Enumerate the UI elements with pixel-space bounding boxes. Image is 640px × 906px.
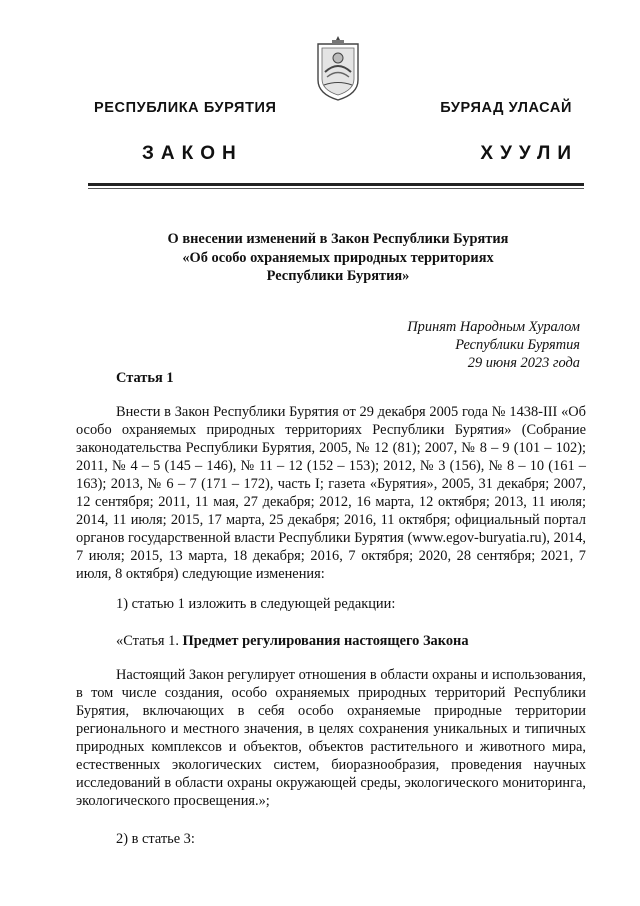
article-intro-paragraph: Внести в Закон Республики Бурятия от 29 декабря 2005 года № 1438-III «Об особо охраняемых природных территориях Республики Бурятия» (Собрание законодательства Республики Бурятия, 2005, № 12 (81); 2007, № 8 – 9 (101 – 102); 2011, № 4 – 5 (145 – 146), № 11 – 12 (152 – 153); 2012, № 3 (156), № 8 – 10 (161 – 163); 2013, № 6 – 7 (171 – 172), часть I; газета «Бурятия», 2005, 31 декабря; 2007, 12 сентября; 2011, 11 мая, 27 декабря; 2012, 16 марта, 12 октября; 2013, 11 июля; 2014, 11 июля; 2015, 17 марта, 25 декабря; 2016, 11 октября; официальный портал органов государственной власти Республики Бурятия (www.egov-buryatia.ru), 2014, 7 июля; 2015, 13 марта, 18 декабря; 2016, 7 октября; 2020, 28 сентября; 2021, 7 июля, 8 октября) следующие изменения:	[76, 404, 586, 582]
law-label-buryat: ХУУЛИ	[480, 143, 578, 164]
header-divider-thin	[88, 188, 584, 189]
coat-of-arms-icon	[314, 30, 362, 102]
header-divider	[88, 183, 584, 186]
adoption-line: Принят Народным Хуралом	[407, 319, 580, 335]
law-label-russian: ЗАКОН	[142, 143, 243, 164]
amendment-item-2: 2) в статье 3:	[116, 831, 195, 847]
republic-name-buryat: БУРЯАД УЛАСАЙ	[440, 100, 572, 116]
adoption-note	[407, 318, 580, 372]
quoted-article-heading	[76, 632, 586, 650]
law-title-line: Республики Бурятия»	[266, 268, 410, 284]
amendment-item-1: 1) статью 1 изложить в следующей редакции:	[116, 596, 396, 612]
article-heading: Статья 1	[116, 370, 174, 386]
law-title-line: «Об особо охраняемых природных территориях	[182, 249, 494, 266]
quoted-article-paragraph: Настоящий Закон регулирует отношения в области охраны и использования, в том числе создания, особо охраняемых природных территорий Республики Бурятия, включающих в себя особо охраняемые природные территории регионального и местного значения, в целях сохранения уникальных и типичных природных комплексов и объектов, объектов растительного и животного мира, естественных экологических систем, биоразнообразия, проведения научных исследований в области охраны окружающей среды, экологического мониторинга, экологического просвещения.»;	[76, 667, 586, 809]
adoption-line: Республики Бурятия	[455, 337, 580, 353]
law-title	[100, 230, 576, 286]
quoted-article-prefix: «Статья 1.	[116, 633, 183, 649]
republic-name-russian: РЕСПУБЛИКА БУРЯТИЯ	[94, 100, 277, 116]
law-title-line: О внесении изменений в Закон Республики Бурятия	[167, 231, 509, 247]
quoted-article-title: Предмет регулирования настоящего Закона	[182, 633, 469, 649]
adoption-date: 29 июня 2023 года	[467, 355, 580, 371]
